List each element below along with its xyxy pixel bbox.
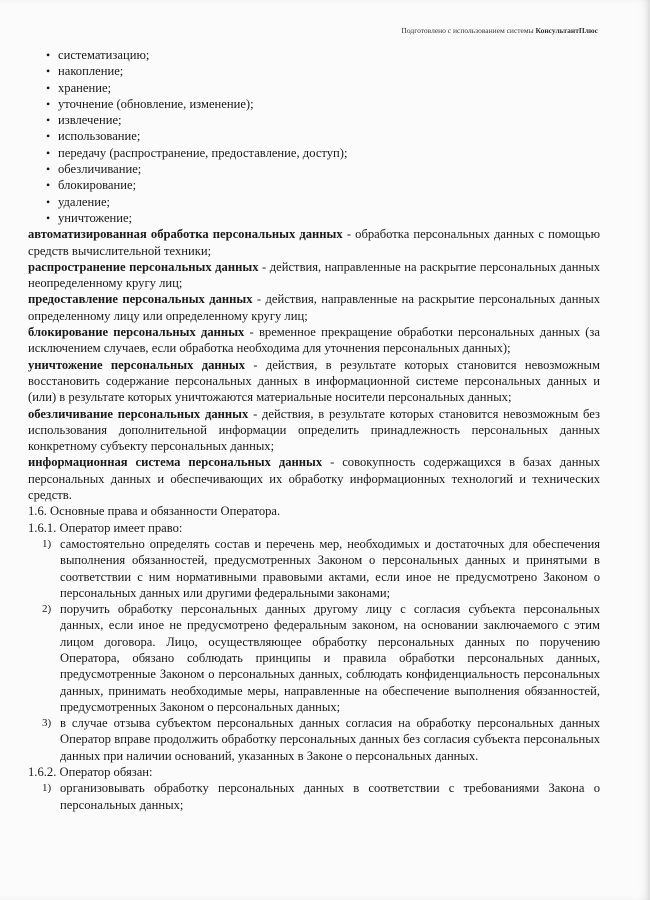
document-body — [28, 47, 600, 813]
list-item — [28, 715, 600, 764]
item-text: в случае отзыва субъектом персональных данных согласия на обработку персональных данных Оператор вправе продолжить обработку персональных данных без согласия субъекта персональных данных при наличии оснований, указанных в Законе о персональных данных. — [60, 716, 600, 763]
item-number: 2) — [42, 603, 52, 616]
definition — [28, 226, 600, 259]
list-item: • обезличивание; — [48, 161, 600, 177]
definition — [28, 454, 600, 503]
item-text: организовывать обработку персональных данных в соответствии с требованиями Закона о персональных данных; — [60, 781, 600, 812]
definition-term: обезличивание персональных данных — [28, 406, 249, 421]
definition-text: - действия, направленные на раскрытие персональных данных неопределенному кругу лиц; — [28, 259, 600, 291]
definition-term: распространение персональных данных — [28, 259, 259, 274]
subsection-heading: 1.6.2. Оператор обязан: — [28, 765, 153, 780]
duties-list — [28, 780, 600, 813]
definition-text: - действия, направленные на раскрытие персональных данных определенному лицу или определенному кругу лиц; — [28, 292, 600, 323]
definition-term: блокирование персональных данных — [28, 325, 245, 340]
list-item — [28, 601, 600, 715]
definition — [28, 259, 600, 292]
definition-text: - действия, в результате которых становится невозможным восстановить содержание персональных данных в информационной системе персональных данных и (или) в результате которых уничтожаются материальные носители персональных данных; — [28, 357, 600, 405]
list-item: • хранение; — [48, 80, 600, 96]
item-number: 1) — [42, 782, 52, 795]
list-item: • уничтожение; — [48, 210, 600, 226]
definition — [28, 406, 600, 455]
item-number: 1) — [42, 537, 52, 550]
list-item: • систематизацию; — [48, 47, 600, 63]
list-item — [28, 536, 600, 601]
page-header — [401, 26, 598, 35]
definition-term: информационная система персональных данных — [28, 455, 323, 470]
definition-text: - совокупность содержащихся в базах данных персональных данных и обеспечивающих их обработку информационных технологий и технических средств. — [28, 455, 600, 503]
definition-text: - временное прекращение обработки персональных данных (за исключением случаев, если обработка необходима для уточнения персональных данных); — [28, 325, 600, 356]
definition-term: уничтожение персональных данных — [28, 357, 246, 372]
header-brand: КонсультантПлюс — [535, 26, 598, 35]
item-text: самостоятельно определять состав и перечень мер, необходимых и достаточных для обеспечения выполнения обязанностей, предусмотренных Законом о персональных данных и принятыми в соответствии с ним нормативными правовыми актами, если иное не предусмотрено Законом о персональных данных или другими федеральными законами; — [60, 536, 600, 600]
list-item — [28, 780, 600, 813]
list-item: • передачу (распространение, предоставление, доступ); — [48, 145, 600, 161]
list-item: • уточнение (обновление, изменение); — [48, 96, 600, 112]
section-heading: 1.6. Основные права и обязанности Оператора. — [28, 504, 281, 519]
list-item: • блокирование; — [48, 177, 600, 193]
definition-text: - действия, в результате которых становится невозможным без использования дополнительной информации определить принадлежность персональных данных конкретному субъекту персональных данных; — [28, 406, 601, 454]
definition-term: автоматизированная обработка персональных данных — [28, 227, 343, 242]
item-text: поручить обработку персональных данных другому лицу с согласия субъекта персональных данных, если иное не предусмотрено федеральным законом, на основании заключаемого с этим лицом договора. Лицо, осуществляющее обработку персональных данных по поручению Оператора, обязано соблюдать принципы и правила обработки персональных данных, предусмотренные Законом о персональных данных, соблюдать конфиденциальность персональных данных, принимать необходимые меры, направленные на обеспечение выполнения обязанностей, предусмотренных Законом о персональных данных; — [60, 602, 600, 714]
definition — [28, 324, 600, 357]
bullet-list — [28, 47, 600, 226]
definition — [28, 291, 600, 324]
list-item: • удаление; — [48, 194, 600, 210]
item-number: 3) — [42, 717, 52, 730]
rights-list — [28, 536, 600, 764]
list-item: • использование; — [48, 128, 600, 144]
list-item: • извлечение; — [48, 112, 600, 128]
header-prefix: Подготовлено с использованием системы — [401, 26, 534, 35]
list-item: • накопление; — [48, 63, 600, 79]
subsection-heading: 1.6.1. Оператор имеет право: — [28, 520, 183, 535]
definition-term: предоставление персональных данных — [28, 292, 253, 307]
definition-text: - обработка персональных данных с помощью средств вычислительной техники; — [28, 227, 601, 258]
definition — [28, 357, 600, 406]
